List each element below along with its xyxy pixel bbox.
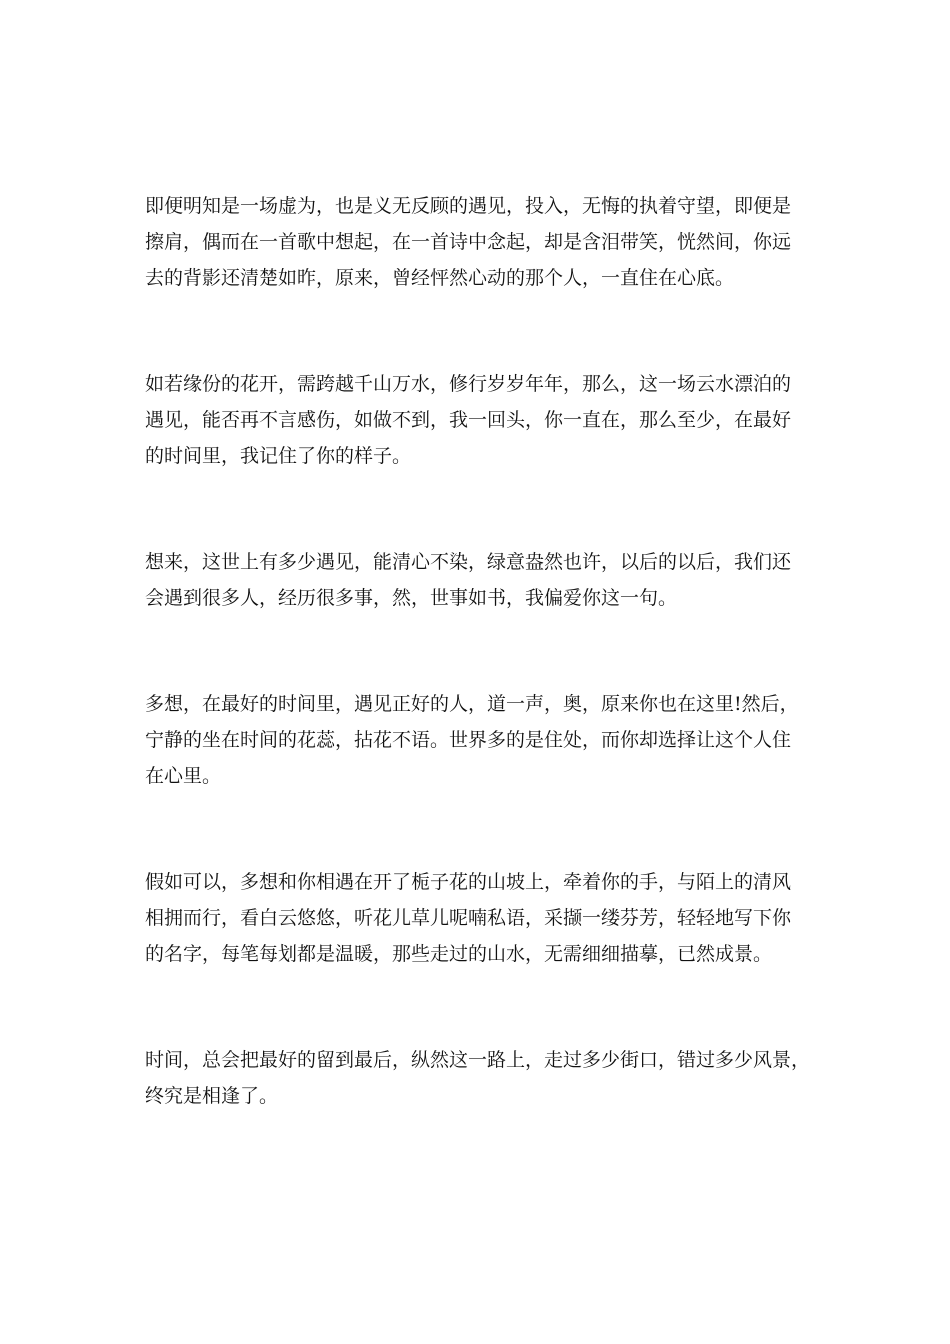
paragraph-line: 宁静的坐在时间的花蕊，拈花不语。世界多的是住处，而你却选择让这个人住 xyxy=(145,729,792,751)
paragraph-line: 如若缘份的花开，需跨越千山万水，修行岁岁年年，那么，这一场云水漂泊的 xyxy=(145,373,792,395)
paragraph-line: 多想，在最好的时间里，遇见正好的人，道一声，奥，原来你也在这里!然后， xyxy=(145,693,799,715)
paragraph-line: 的名字，每笔每划都是温暖，那些走过的山水，无需细细描摹，已然成景。 xyxy=(145,943,773,965)
paragraph-4 xyxy=(145,686,825,794)
paragraph-2 xyxy=(145,366,825,474)
paragraph-line: 去的背影还清楚如昨，原来，曾经怦然心动的那个人，一直住在心底。 xyxy=(145,267,735,289)
paragraph-line: 擦肩，偶而在一首歌中想起，在一首诗中念起，却是含泪带笑，恍然间，你远 xyxy=(145,231,792,253)
paragraph-line: 假如可以，多想和你相遇在开了栀子花的山坡上，牵着你的手，与陌上的清风 xyxy=(145,871,792,893)
paragraph-line: 即便明知是一场虚为，也是义无反顾的遇见，投入，无悔的执着守望，即便是 xyxy=(145,195,792,217)
paragraph-1 xyxy=(145,188,825,296)
paragraph-5 xyxy=(145,864,825,972)
paragraph-line: 的时间里，我记住了你的样子。 xyxy=(145,445,412,467)
paragraph-line: 想来，这世上有多少遇见，能清心不染，绿意盎然也许，以后的以后，我们还 xyxy=(145,551,792,573)
paragraph-3 xyxy=(145,544,825,616)
paragraph-line: 终究是相逢了。 xyxy=(145,1085,279,1107)
paragraph-6 xyxy=(145,1042,825,1114)
paragraph-line: 遇见，能否再不言感伤，如做不到，我一回头，你一直在，那么至少，在最好 xyxy=(145,409,792,431)
paragraph-line: 时间，总会把最好的留到最后，纵然这一路上，走过多少街口，错过多少风景， xyxy=(145,1049,811,1071)
paragraph-line: 在心里。 xyxy=(145,765,222,787)
paragraph-line: 相拥而行，看白云悠悠，听花儿草儿呢喃私语，采撷一缕芬芳，轻轻地写下你 xyxy=(145,907,792,929)
paragraph-line: 会遇到很多人，经历很多事，然，世事如书，我偏爱你这一句。 xyxy=(145,587,678,609)
